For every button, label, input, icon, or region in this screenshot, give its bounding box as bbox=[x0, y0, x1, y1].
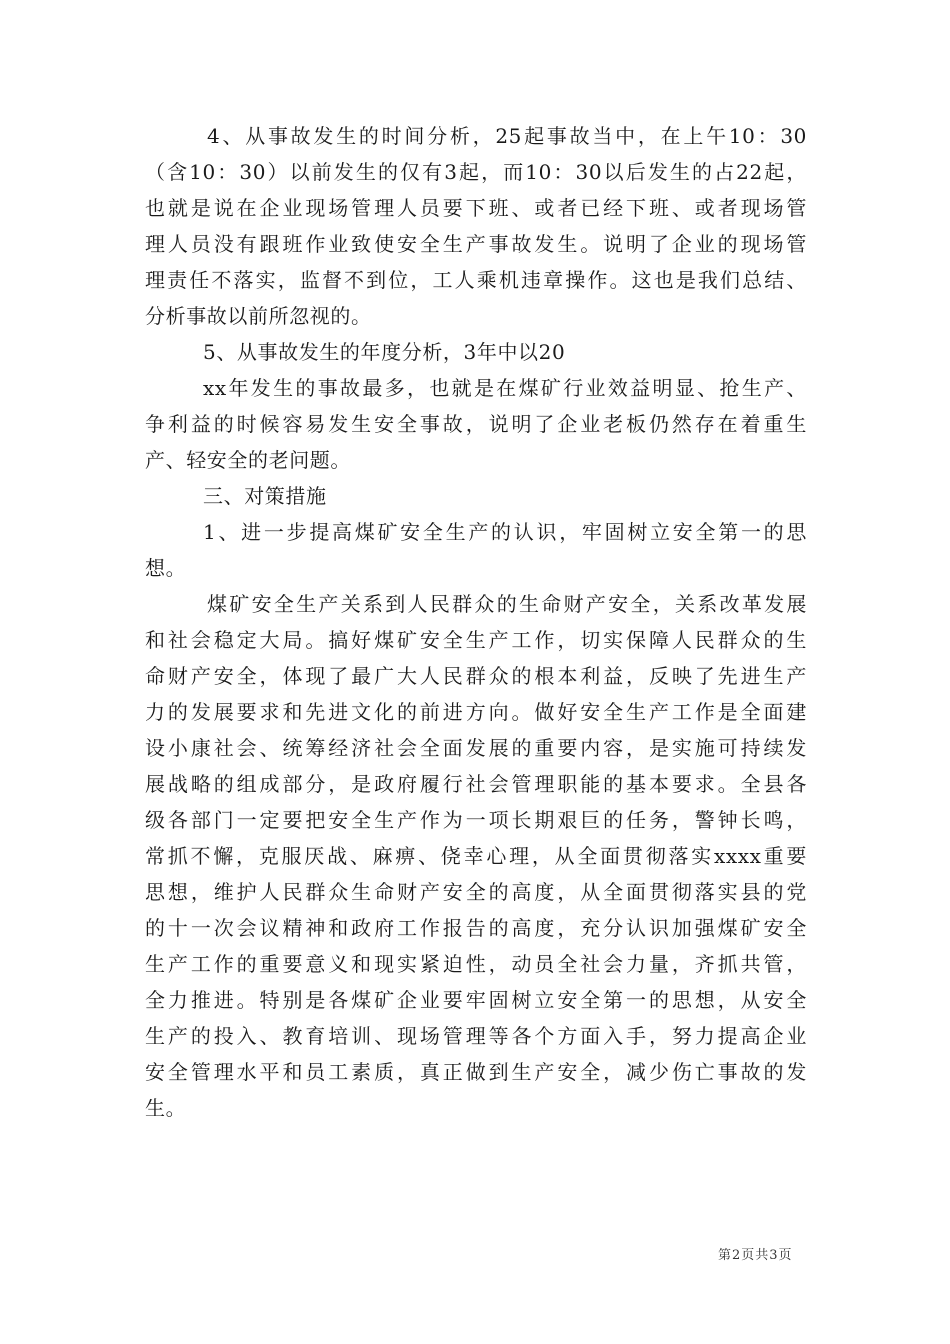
text-line: 1、进一步提高煤矿安全生产的认识，牢固树立安全第一的思 bbox=[203, 520, 807, 544]
section-heading-countermeasures bbox=[145, 478, 807, 514]
text-line: 生。 bbox=[145, 1096, 187, 1120]
text-line: 力的发展要求和先进文化的前进方向。做好安全生产工作是全面建 bbox=[145, 700, 807, 724]
text-line: 想。 bbox=[145, 556, 187, 580]
paragraph-time-analysis bbox=[145, 118, 807, 334]
text-line: 产、轻安全的老问题。 bbox=[145, 448, 351, 472]
text-line: 5、从事故发生的年度分析，3年中以20 bbox=[203, 340, 566, 364]
paragraph-year-analysis bbox=[145, 334, 807, 370]
text-line: xx年发生的事故最多，也就是在煤矿行业效益明显、抢生产、 bbox=[203, 376, 807, 400]
text-line: 也就是说在企业现场管理人员要下班、或者已经下班、或者现场管 bbox=[145, 196, 807, 220]
text-line: 展战略的组成部分，是政府履行社会管理职能的基本要求。全县各 bbox=[145, 772, 807, 796]
section-heading: 三、对策措施 bbox=[203, 484, 327, 508]
paragraph-year-analysis-continued bbox=[145, 370, 807, 478]
text-line: 命财产安全，体现了最广大人民群众的根本利益，反映了先进生产 bbox=[145, 664, 807, 688]
text-line: 全力推进。特别是各煤矿企业要牢固树立安全第一的思想，从安全 bbox=[145, 988, 807, 1012]
text-line: 常抓不懈，克服厌战、麻痹、侥幸心理，从全面贯彻落实xxxx重要 bbox=[145, 844, 807, 868]
text-line: 理人员没有跟班作业致使安全生产事故发生。说明了企业的现场管 bbox=[145, 232, 807, 256]
text-line: 和社会稳定大局。搞好煤矿安全生产工作，切实保障人民群众的生 bbox=[145, 628, 807, 652]
text-line: 思想，维护人民群众生命财产安全的高度，从全面贯彻落实县的党 bbox=[145, 880, 807, 904]
text-line: 级各部门一定要把安全生产作为一项长期艰巨的任务，警钟长鸣， bbox=[145, 808, 807, 832]
text-line: 设小康社会、统筹经济社会全面发展的重要内容，是实施可持续发 bbox=[145, 736, 807, 760]
text-line: 生产工作的重要意义和现实紧迫性，动员全社会力量，齐抓共管， bbox=[145, 952, 807, 976]
measure-1-heading bbox=[145, 514, 807, 586]
text-line: 生产的投入、教育培训、现场管理等各个方面入手，努力提高企业 bbox=[145, 1024, 807, 1048]
text-line: 分析事故以前所忽视的。 bbox=[145, 304, 372, 328]
measure-1-body bbox=[145, 586, 807, 1126]
text-line: 的十一次会议精神和政府工作报告的高度，充分认识加强煤矿安全 bbox=[145, 916, 807, 940]
document-page bbox=[145, 118, 807, 1126]
text-line: （含10：30）以前发生的仅有3起，而10：30以后发生的占22起， bbox=[145, 160, 807, 184]
text-line: 理责任不落实，监督不到位，工人乘机违章操作。这也是我们总结、 bbox=[145, 268, 807, 292]
text-line: 争利益的时候容易发生安全事故，说明了企业老板仍然存在着重生 bbox=[145, 412, 807, 436]
text-line: 煤矿安全生产关系到人民群众的生命财产安全，关系改革发展 bbox=[207, 592, 807, 616]
text-line: 安全管理水平和员工素质，真正做到生产安全，减少伤亡事故的发 bbox=[145, 1060, 807, 1084]
text-line: 4、从事故发生的时间分析，25起事故当中，在上午10：30 bbox=[207, 124, 807, 148]
page-indicator: 第2页共3页 bbox=[718, 1248, 793, 1263]
